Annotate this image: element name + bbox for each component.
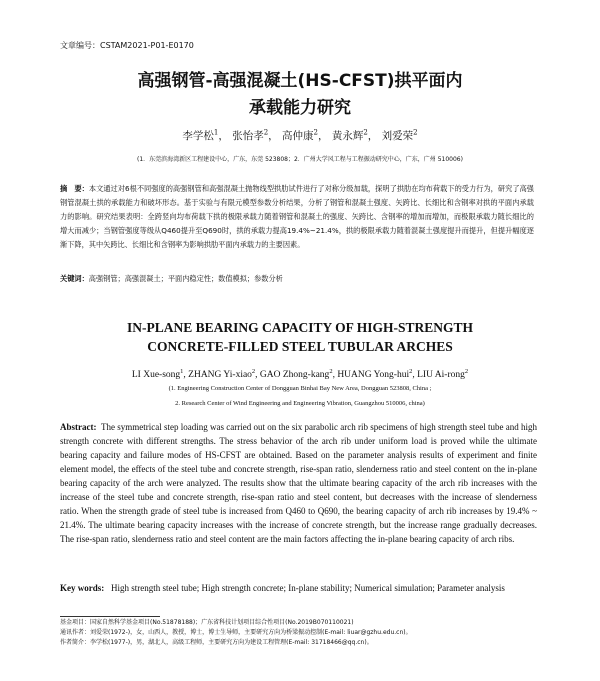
english-author-list: LI Xue-song$^1$, ZHANG Yi-xiao$^2$, GAO Zhong-kang$^2$, HUANG Yong-hui$^2$, LIU Ai-rong$^2$	[131, 368, 469, 381]
chinese-title	[0, 68, 600, 122]
english-abstract-text: The symmetrical step loading was carried out on the six parabolic arch rib specimens of high strength steel tube and high strength concrete with different strengths. The stress behavior of the arch rib under uniform load is proved while the ultimate bearing capacity and failure modes of HS-CFST are obtained. Based on the parameter analysis results of experiment and finite element model, the effects of the steel tube and concrete strength, rise-span ratio, slenderness ratio and steel content on the in-plane bearing capacity of the arch were analyzed. The results show that the ultimate bearing capacity of the arch rib increases with the increase of the steel tube and concrete strength, rise-span ratio and steel content, but decreases with the increase of slenderness ratio. When the strength grade of steel tube is increased from Q460 to Q690, the bearing capacity of arch rib increases by 19.4% ~ 21.4%. The ultimate bearing capacity increases with the increase of concrete strength, but the increase range gradually decreases. The rise-span ratio, slenderness ratio and steel content are the main factors affecting the in-plane bearing capacity of arch ribs.	[60, 422, 537, 544]
chinese-abstract	[60, 182, 534, 252]
english-affiliation-1: (1. Engineering Construction Center of Dongguan Binhai Bay New Area, Dongguan 523808, China ;	[168, 385, 432, 392]
english-title-line-2: CONCRETE-FILLED STEEL TUBULAR ARCHES	[147, 339, 453, 354]
chinese-affiliations: (1．东莞滨海湾新区工程建设中心，广东，东莞 523808；2．广州大学风工程与工程振动研究中心，广东，广州 510006)	[137, 156, 463, 163]
chinese-author: 李学松$^1$	[182, 128, 219, 142]
chinese-author: 张怡孝$^2$	[232, 128, 269, 142]
english-author: ZHANG Yi-xiao$^2$	[188, 368, 256, 381]
chinese-keywords	[60, 272, 534, 286]
chinese-abstract-label: 摘 要：	[60, 184, 89, 193]
chinese-abstract-text: 本文通过对6根不同强度的高强钢管和高强混凝土抛物线型拱肋试件进行了对称分级加载，探明了拱肋在均布荷载下的受力行为，研究了高强钢管混凝土拱的承载能力和破坏形态。基于实验与有限元模型参数分析结果，分析了钢管和混凝土强度、矢跨比、长细比和含钢率对拱的平面内承载力的影响。研究结果表明：全跨竖向均布荷载下拱的极限承载力随着钢管和混凝土的强度、矢跨比、含钢率的增加而增加，而极限承载力随长细比的增大而减少；当钢管强度等级从Q460提升至Q690时，拱的承载力提高19.4%~21.4%，拱的极限承载力随着混凝土强度提升而提升，但提升幅度逐渐下降，其中矢跨比、长细比和含钢率为影响拱肋平面内承载力的主要因素。	[60, 184, 534, 249]
chinese-keywords-label: 关键词：	[60, 274, 89, 283]
footnote-divider	[60, 616, 160, 617]
chinese-keywords-text: 高强钢管；高强混凝土；平面内稳定性；数值模拟；参数分析	[88, 274, 283, 283]
chinese-author-list: 李学松$^1$， 张怡孝$^2$， 高仲康$^2$， 黄永辉$^2$， 刘爱荣$^2$	[182, 128, 418, 142]
chinese-author: 刘爱荣$^2$	[381, 128, 418, 142]
footnote-author-bio: 作者简介：李学松(1977-)，男，湖北人，高级工程师，主要研究方向为建设工程管理(E-mail: 31718466@qq.cn)。	[60, 639, 373, 646]
english-keywords-text: High strength steel tube; High strength concrete; In-plane stability; Numerical simulation; Parameter analysis	[111, 583, 505, 593]
footnote-corresponding-author: 通讯作者：刘爱荣(1972-)，女，山西人，教授，博士，博士生导师，主要研究方向为桥梁振动控制(E-mail: liuar@gzhu.edu.cn)。	[60, 629, 412, 636]
chinese-author: 黄永辉$^2$	[331, 128, 368, 142]
footnote-funding: 基金项目：国家自然科学基金项目(No.51878188)；广东省科技计划项目综合性项目(No.2019B070110021)	[60, 619, 354, 626]
english-author: LI Xue-song$^1$	[131, 368, 184, 381]
english-title	[0, 318, 600, 356]
english-author: LIU Ai-rong$^2$	[417, 368, 469, 381]
english-author: GAO Zhong-kang$^2$	[259, 368, 333, 381]
english-affiliation-2: 2. Research Center of Wind Engineering and Engineering Vibration, Guangzhou 510006, china)	[175, 400, 425, 407]
chinese-title-line-2: 承载能力研究	[249, 98, 351, 118]
english-keywords-label: Key words:	[60, 583, 105, 593]
chinese-author: 高仲康$^2$	[282, 128, 318, 142]
english-author: HUANG Yong-hui$^2$	[337, 368, 413, 381]
english-title-line-1: IN-PLANE BEARING CAPACITY OF HIGH-STRENGTH	[126, 320, 474, 335]
english-abstract-label: Abstract:	[60, 422, 97, 432]
document-code: 文章编号：CSTAM2021-P01-E0170	[60, 41, 194, 50]
english-abstract	[60, 420, 537, 546]
english-keywords	[60, 581, 537, 595]
chinese-title-line-1: 高强钢管-高强混凝土(HS-CFST)拱平面内	[137, 71, 463, 91]
